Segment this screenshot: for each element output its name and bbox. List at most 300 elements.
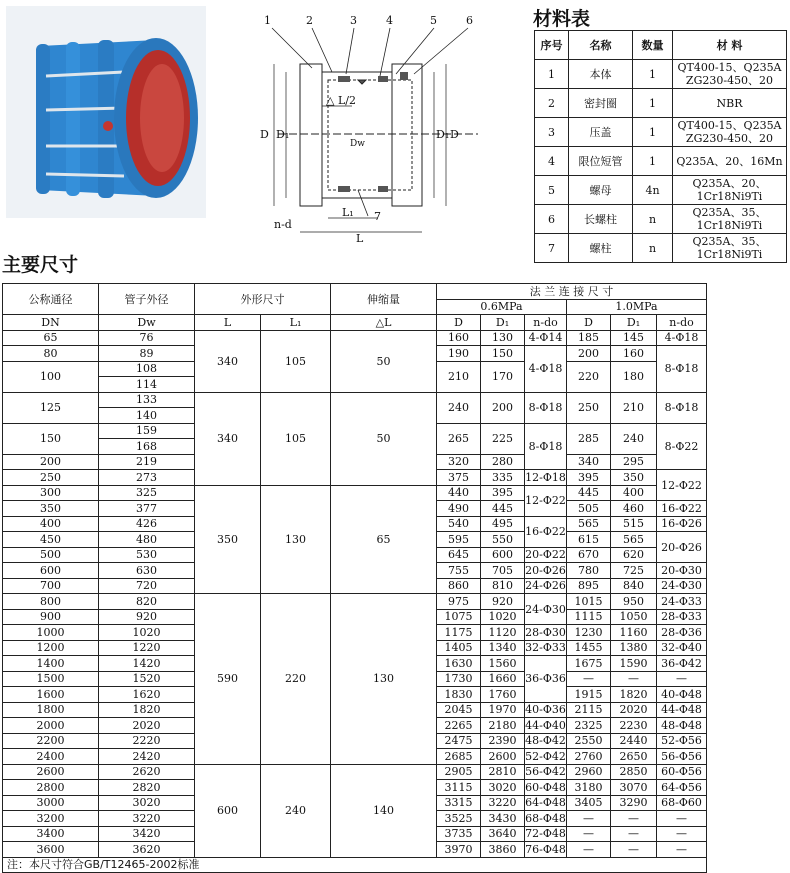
- cell-dn: 2200: [3, 733, 99, 749]
- cell-p10-d: 200: [567, 346, 611, 362]
- mat-cell-name: 螺柱: [569, 234, 633, 263]
- cell-dn: 1000: [3, 625, 99, 641]
- cell-dn: 1400: [3, 656, 99, 672]
- materials-row: [535, 176, 787, 205]
- cell-dw: 1820: [99, 702, 195, 718]
- cell-p06-ndo: 64-Φ48: [525, 796, 566, 810]
- cell-p06-d: 440: [437, 485, 481, 501]
- cell-p06-d1: 225: [481, 423, 525, 454]
- cell-p10-d1: 2020: [611, 702, 657, 718]
- cell-dw: 1620: [99, 687, 195, 703]
- cell-dn: 200: [3, 454, 99, 470]
- header-l: L: [195, 315, 261, 331]
- mat-header-no: 序号: [535, 31, 569, 60]
- cell-p10-ndo: 20-Φ26: [657, 532, 707, 563]
- cell-p10-d: 780: [567, 563, 611, 579]
- label-nd: n-d: [274, 218, 292, 231]
- cell-p10-ndo: —: [657, 826, 707, 842]
- cell-p06-d: 265: [437, 423, 481, 454]
- cell-stroke: 65: [331, 485, 437, 594]
- header-p10-d: D: [567, 315, 611, 331]
- dim-header-row-1: [3, 284, 707, 300]
- cell-p10-d: 1455: [567, 640, 611, 656]
- cell-p06-d1: 445: [481, 501, 525, 517]
- mat-cell-name: 压盖: [569, 118, 633, 147]
- cell-p06-d1: 3640: [481, 826, 525, 842]
- cell-p06-d: 1075: [437, 609, 481, 625]
- header-l1: L₁: [261, 315, 331, 331]
- mat-cell-qty: 1: [633, 60, 673, 89]
- mat-cell-qty: 1: [633, 118, 673, 147]
- cell-p10-ndo: 44-Φ48: [657, 702, 707, 718]
- cell-dw: 3420: [99, 826, 195, 842]
- cell-dn: 100: [3, 361, 99, 392]
- cell-p10-d: —: [567, 671, 611, 687]
- cell-p10-d1: 950: [611, 594, 657, 610]
- cell-p10-ndo: 64-Φ56: [657, 780, 707, 796]
- cell-p06-ndo: 20-Φ22: [525, 548, 566, 562]
- cell-p06-ndo: 12-Φ22: [525, 485, 567, 516]
- cell-p10-d1: 400: [611, 485, 657, 501]
- cell-dw: 140: [99, 408, 195, 424]
- cell-p06-d1: 3020: [481, 780, 525, 796]
- standard-note: 注：本尺寸符合GB/T12465-2002标准: [3, 857, 707, 873]
- cell-p06-d1: 200: [481, 392, 525, 423]
- cell-p10-d1: 180: [611, 361, 657, 392]
- cell-dw: 2220: [99, 733, 195, 749]
- cell-p10-d1: 1590: [611, 656, 657, 672]
- cell-p10-ndo: 16-Φ26: [657, 516, 707, 532]
- cell-p10-d1: 515: [611, 516, 657, 532]
- cell-dw: 630: [99, 563, 195, 579]
- cell-dw: 820: [99, 594, 195, 610]
- label-d-right: D: [450, 128, 459, 141]
- cell-p06-d: 3315: [437, 795, 481, 811]
- cell-p06-ndo: 4-Φ14: [525, 330, 567, 346]
- cell-dn: 150: [3, 423, 99, 454]
- cell-dn: 3400: [3, 826, 99, 842]
- cell-p06-d: 160: [437, 330, 481, 346]
- mat-header-qty: 数量: [633, 31, 673, 60]
- header-dw-sub: Dw: [99, 315, 195, 331]
- cell-p10-d1: 2440: [611, 733, 657, 749]
- cell-dw: 1220: [99, 640, 195, 656]
- mat-cell-name: 螺母: [569, 176, 633, 205]
- cell-dw: 480: [99, 532, 195, 548]
- cell-p10-ndo: 40-Φ48: [657, 687, 707, 703]
- cell-p10-d1: —: [611, 811, 657, 827]
- cell-p10-d: 3180: [567, 780, 611, 796]
- cell-p10-d1: 145: [611, 330, 657, 346]
- cell-p10-d: 1015: [567, 594, 611, 610]
- cell-dn: 3000: [3, 795, 99, 811]
- mat-cell-no: 4: [535, 147, 569, 176]
- cell-p06-d1: 1560: [481, 656, 525, 672]
- mat-cell-material: QT400-15、Q235A ZG230-450、20: [673, 118, 787, 147]
- cell-p06-d: 755: [437, 563, 481, 579]
- cell-p06-d: 2685: [437, 749, 481, 765]
- label-d1-right: D₁: [436, 128, 450, 141]
- cell-dw: 273: [99, 470, 195, 486]
- cell-dn: 65: [3, 330, 99, 346]
- materials-row: [535, 89, 787, 118]
- cell-dn: 2600: [3, 764, 99, 780]
- mat-cell-no: 7: [535, 234, 569, 263]
- cell-p06-ndo: 56-Φ42: [525, 765, 566, 779]
- cell-p06-d1: 395: [481, 485, 525, 501]
- cell-p10-d1: 295: [611, 454, 657, 470]
- cell-p06-d1: 920: [481, 594, 525, 610]
- cell-dw: 2020: [99, 718, 195, 734]
- cell-p10-d1: 2230: [611, 718, 657, 734]
- cell-p10-d: 285: [567, 423, 611, 454]
- cell-dw: 1420: [99, 656, 195, 672]
- cell-stroke: 130: [331, 594, 437, 765]
- cell-dw: 1520: [99, 671, 195, 687]
- cell-dw: 530: [99, 547, 195, 563]
- cell-dw: 3220: [99, 811, 195, 827]
- callout-2: 2: [306, 14, 313, 27]
- cell-p06-d: 190: [437, 346, 481, 362]
- cell-p10-d1: 1380: [611, 640, 657, 656]
- mat-cell-qty: 1: [633, 89, 673, 118]
- cell-p06-d1: 1020: [481, 609, 525, 625]
- cell-p10-ndo: 32-Φ40: [657, 640, 707, 656]
- materials-row: [535, 147, 787, 176]
- cell-p06-d1: 130: [481, 330, 525, 346]
- cell-p06-d1: 810: [481, 578, 525, 594]
- cell-p10-d: —: [567, 811, 611, 827]
- cell-p06-ndo: 52-Φ42: [525, 749, 566, 763]
- cell-p06-d: 975: [437, 594, 481, 610]
- cell-p10-d1: 1050: [611, 609, 657, 625]
- cell-dw: 920: [99, 609, 195, 625]
- label-dw: Dw: [350, 139, 365, 149]
- cell-dn: 350: [3, 501, 99, 517]
- header-dn: 公称通径: [3, 284, 99, 315]
- cell-p10-ndo: 8-Φ18: [657, 346, 707, 393]
- cell-dw: 3020: [99, 795, 195, 811]
- cell-p06-d: 595: [437, 532, 481, 548]
- cell-p10-d: 670: [567, 547, 611, 563]
- cell-dn: 700: [3, 578, 99, 594]
- cell-p10-d1: 620: [611, 547, 657, 563]
- cell-p06-ndo: 72-Φ48: [525, 827, 566, 841]
- dim-header-row-3: [3, 315, 707, 331]
- cell-p06-d1: 3430: [481, 811, 525, 827]
- cell-dw: 1020: [99, 625, 195, 641]
- materials-title: 材料表: [533, 8, 591, 30]
- mat-cell-material: Q235A、35、1Cr18Ni9Ti: [673, 234, 787, 263]
- cell-dn: 300: [3, 485, 99, 501]
- cell-dn: 600: [3, 563, 99, 579]
- cell-p06-ndo: 12-Φ18: [525, 470, 566, 484]
- cell-p10-d1: 460: [611, 501, 657, 517]
- cell-p10-ndo: 8-Φ22: [657, 423, 707, 470]
- cell-p10-d: 2960: [567, 764, 611, 780]
- cell-p10-d: 615: [567, 532, 611, 548]
- product-photo: [6, 6, 206, 218]
- cell-p10-d: 2760: [567, 749, 611, 765]
- cell-p06-ndo: 36-Φ36: [525, 656, 567, 703]
- cell-p10-ndo: 12-Φ22: [657, 470, 707, 501]
- cell-p10-d: 895: [567, 578, 611, 594]
- cell-dw: 89: [99, 346, 195, 362]
- cell-dn: 125: [3, 392, 99, 423]
- cell-l1: 130: [261, 485, 331, 594]
- cell-dn: 1500: [3, 671, 99, 687]
- cell-p06-d: 540: [437, 516, 481, 532]
- callout-6: 6: [466, 14, 473, 27]
- cell-l: 350: [195, 485, 261, 594]
- cell-p10-ndo: —: [657, 811, 707, 827]
- cell-p10-ndo: 24-Φ33: [657, 594, 707, 610]
- cell-p06-d: 645: [437, 547, 481, 563]
- cell-p10-d: 340: [567, 454, 611, 470]
- mat-cell-no: 1: [535, 60, 569, 89]
- cell-p06-ndo: 76-Φ48: [525, 842, 566, 856]
- cell-dw: 2620: [99, 764, 195, 780]
- cell-dn: 3600: [3, 842, 99, 858]
- cell-dn: 2000: [3, 718, 99, 734]
- cell-p10-d: 2550: [567, 733, 611, 749]
- cell-p06-d1: 550: [481, 532, 525, 548]
- cell-p06-d1: 2180: [481, 718, 525, 734]
- cell-dn: 80: [3, 346, 99, 362]
- cell-p06-d: 3115: [437, 780, 481, 796]
- cell-p06-d: 240: [437, 392, 481, 423]
- header-p10: 1.0MPa: [567, 299, 707, 315]
- cell-p10-d: 3405: [567, 795, 611, 811]
- cell-p06-d: 2475: [437, 733, 481, 749]
- cell-p06-d1: 1340: [481, 640, 525, 656]
- cell-p06-d1: 495: [481, 516, 525, 532]
- cell-p06-d1: 3860: [481, 842, 525, 858]
- materials-row: [535, 60, 787, 89]
- cell-p10-ndo: 56-Φ56: [657, 749, 707, 765]
- cell-p06-d: 1730: [437, 671, 481, 687]
- cell-dn: 2800: [3, 780, 99, 796]
- cell-p10-d1: 2850: [611, 764, 657, 780]
- cell-p10-d1: 1160: [611, 625, 657, 641]
- cell-l: 340: [195, 392, 261, 485]
- cell-dw: 108: [99, 361, 195, 377]
- cell-dn: 3200: [3, 811, 99, 827]
- cell-p10-d: 565: [567, 516, 611, 532]
- label-d1-left: D₁: [276, 128, 290, 141]
- cell-p06-ndo: 24-Φ30: [525, 594, 567, 625]
- cell-p06-ndo: 68-Φ48: [525, 811, 566, 825]
- cell-p06-d: 1405: [437, 640, 481, 656]
- mat-cell-name: 本体: [569, 60, 633, 89]
- cell-p06-ndo: 40-Φ36: [525, 703, 566, 717]
- cell-stroke: 50: [331, 330, 437, 392]
- header-flange: 法 兰 连 接 尺 寸: [437, 284, 707, 300]
- header-p10-d1: D₁: [611, 315, 657, 331]
- cell-p06-d: 375: [437, 470, 481, 486]
- cell-p10-ndo: 36-Φ42: [657, 656, 707, 672]
- cell-p10-d: 250: [567, 392, 611, 423]
- label-l1: L₁: [342, 206, 354, 219]
- cell-p10-ndo: 28-Φ33: [657, 609, 707, 625]
- materials-row: [535, 205, 787, 234]
- cell-p06-d1: 1660: [481, 671, 525, 687]
- cell-p10-d1: 240: [611, 423, 657, 454]
- cell-p06-d: 490: [437, 501, 481, 517]
- cell-p10-d1: 3070: [611, 780, 657, 796]
- label-d-left: D: [260, 128, 269, 141]
- mat-cell-qty: n: [633, 234, 673, 263]
- cell-p10-ndo: 60-Φ56: [657, 764, 707, 780]
- cell-p10-ndo: 68-Φ60: [657, 795, 707, 811]
- header-p10-ndo: n-do: [657, 315, 707, 331]
- cell-p06-d: 2905: [437, 764, 481, 780]
- cell-p06-d1: 705: [481, 563, 525, 579]
- cell-p06-d: 3735: [437, 826, 481, 842]
- cell-p10-d: 1675: [567, 656, 611, 672]
- cell-dw: 219: [99, 454, 195, 470]
- mat-cell-material: Q235A、35、1Cr18Ni9Ti: [673, 205, 787, 234]
- cell-p06-ndo: 32-Φ33: [525, 641, 566, 655]
- cell-p06-d1: 170: [481, 361, 525, 392]
- cell-p10-d1: 160: [611, 346, 657, 362]
- cell-p06-d1: 150: [481, 346, 525, 362]
- cell-p10-ndo: 4-Φ18: [657, 330, 707, 346]
- cell-p06-d: 1175: [437, 625, 481, 641]
- cell-p10-d: 1115: [567, 609, 611, 625]
- cell-p06-d1: 1760: [481, 687, 525, 703]
- cell-p06-d1: 2600: [481, 749, 525, 765]
- cell-p10-d1: 565: [611, 532, 657, 548]
- callout-3: 3: [350, 14, 357, 27]
- cell-l: 340: [195, 330, 261, 392]
- table-row: [3, 330, 707, 346]
- cell-p06-ndo: 60-Φ48: [525, 780, 566, 794]
- cell-dn: 250: [3, 470, 99, 486]
- header-p06-d1: D₁: [481, 315, 525, 331]
- mat-cell-material: QT400-15、Q235A ZG230-450、20: [673, 60, 787, 89]
- cell-p06-d: 210: [437, 361, 481, 392]
- cell-p06-d: 2265: [437, 718, 481, 734]
- header-stroke: 伸缩量: [331, 284, 437, 315]
- dimensions-table: [2, 283, 707, 873]
- cell-p06-ndo: 20-Φ26: [525, 563, 566, 577]
- cell-dn: 1800: [3, 702, 99, 718]
- cell-l1: 105: [261, 392, 331, 485]
- mat-cell-no: 3: [535, 118, 569, 147]
- cell-p06-d: 3970: [437, 842, 481, 858]
- mat-cell-qty: 1: [633, 147, 673, 176]
- cell-p06-d: 1630: [437, 656, 481, 672]
- cell-p06-d: 320: [437, 454, 481, 470]
- cell-p10-d: —: [567, 842, 611, 858]
- cell-p10-d: —: [567, 826, 611, 842]
- cell-p10-d: 445: [567, 485, 611, 501]
- cell-p10-d: 1230: [567, 625, 611, 641]
- cell-dw: 133: [99, 392, 195, 408]
- table-row: [3, 392, 707, 408]
- label-half-stroke: △ L/2: [326, 94, 356, 107]
- cell-dw: 2820: [99, 780, 195, 796]
- cell-p06-ndo: 8-Φ18: [525, 392, 567, 423]
- cell-p10-d: 220: [567, 361, 611, 392]
- header-p06-d: D: [437, 315, 481, 331]
- cell-p06-d1: 3220: [481, 795, 525, 811]
- structure-drawing: [238, 6, 508, 242]
- cell-p06-ndo: 28-Φ30: [525, 625, 566, 639]
- header-p06: 0.6MPa: [437, 299, 567, 315]
- cell-dw: 325: [99, 485, 195, 501]
- cell-p06-ndo: 44-Φ40: [525, 718, 566, 732]
- cell-p10-d1: —: [611, 671, 657, 687]
- cell-dw: 76: [99, 330, 195, 346]
- cell-p10-d: 2115: [567, 702, 611, 718]
- cell-dw: 426: [99, 516, 195, 532]
- cell-p10-d1: 350: [611, 470, 657, 486]
- mat-cell-qty: n: [633, 205, 673, 234]
- cell-p06-d: 2045: [437, 702, 481, 718]
- cell-p10-d1: 1820: [611, 687, 657, 703]
- mat-cell-name: 密封圈: [569, 89, 633, 118]
- cell-l1: 240: [261, 764, 331, 857]
- cell-dn: 900: [3, 609, 99, 625]
- cell-l: 600: [195, 764, 261, 857]
- main-dimensions-title: 主要尺寸: [2, 254, 79, 276]
- cell-p10-d: 1915: [567, 687, 611, 703]
- cell-dw: 159: [99, 423, 195, 439]
- materials-row: [535, 118, 787, 147]
- header-stroke-sub: △L: [331, 315, 437, 331]
- cell-stroke: 50: [331, 392, 437, 485]
- mat-cell-no: 5: [535, 176, 569, 205]
- mat-cell-no: 2: [535, 89, 569, 118]
- mat-header-material: 材 料: [673, 31, 787, 60]
- mat-cell-material: NBR: [673, 89, 787, 118]
- cell-p06-d1: 2390: [481, 733, 525, 749]
- materials-table: [534, 30, 787, 263]
- callout-7: 7: [374, 210, 381, 223]
- cell-dn: 800: [3, 594, 99, 610]
- cell-p06-d: 3525: [437, 811, 481, 827]
- mat-cell-qty: 4n: [633, 176, 673, 205]
- header-dims: 外形尺寸: [195, 284, 331, 315]
- cell-p10-ndo: 28-Φ36: [657, 625, 707, 641]
- mat-cell-material: Q235A、20、16Mn: [673, 147, 787, 176]
- cell-p06-ndo: 8-Φ18: [525, 423, 567, 470]
- cell-p10-ndo: 48-Φ48: [657, 718, 707, 734]
- cell-dw: 377: [99, 501, 195, 517]
- cell-p10-ndo: 20-Φ30: [657, 563, 707, 579]
- cell-p06-ndo: 16-Φ22: [525, 516, 567, 547]
- cell-p10-d1: 210: [611, 392, 657, 423]
- callout-1: 1: [264, 14, 271, 27]
- table-row: [3, 764, 707, 780]
- materials-row: [535, 234, 787, 263]
- cell-p06-d: 1830: [437, 687, 481, 703]
- cell-dn: 400: [3, 516, 99, 532]
- cell-p10-ndo: 8-Φ18: [657, 392, 707, 423]
- cell-l: 590: [195, 594, 261, 765]
- cell-dn: 1200: [3, 640, 99, 656]
- cell-l1: 220: [261, 594, 331, 765]
- cell-stroke: 140: [331, 764, 437, 857]
- cell-dw: 3620: [99, 842, 195, 858]
- cell-l1: 105: [261, 330, 331, 392]
- cell-p10-ndo: 52-Φ56: [657, 733, 707, 749]
- cell-p06-ndo: 24-Φ26: [525, 579, 566, 593]
- materials-header-row: [535, 31, 787, 60]
- cell-p10-d1: —: [611, 826, 657, 842]
